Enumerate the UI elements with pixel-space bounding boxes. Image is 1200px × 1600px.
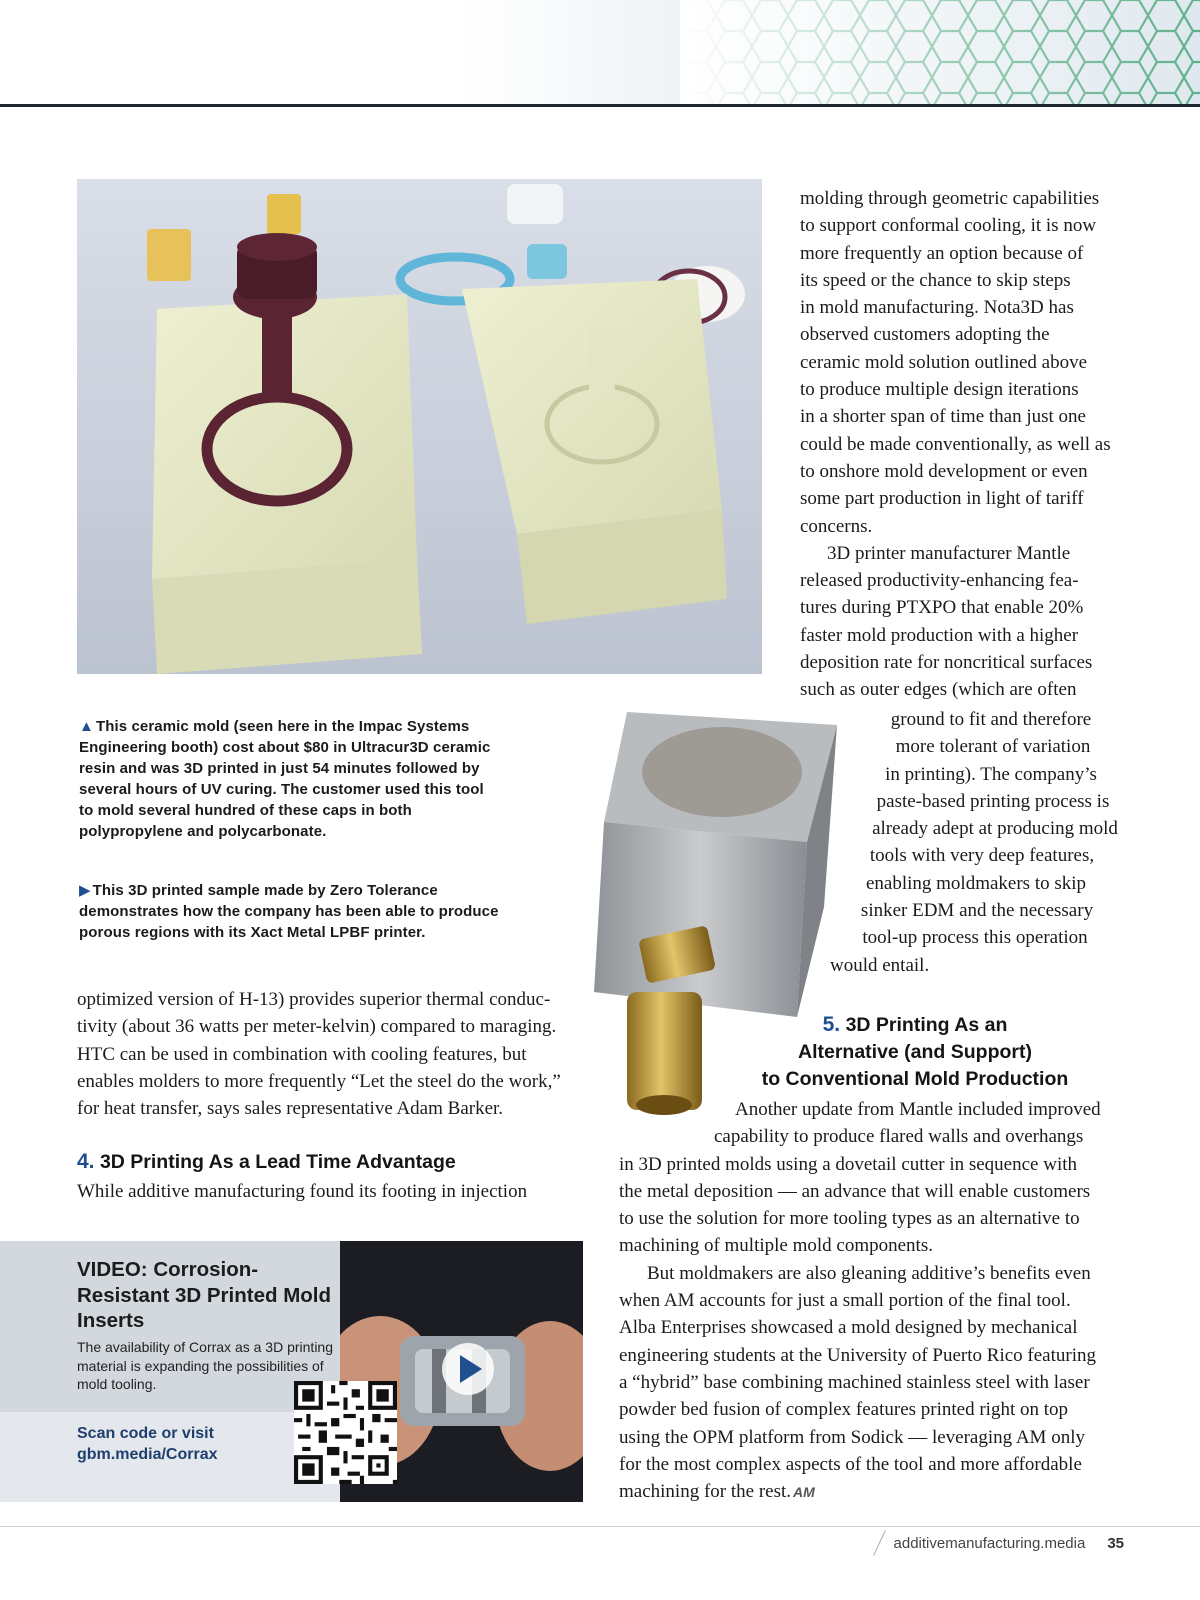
text-line: for the most complex aspects of the tool and more affordable [619,1453,1082,1475]
text-line: molding through geometric capabilities [800,188,1100,209]
text-line: to use the solution for more tooling types as an alternative to [619,1208,1080,1230]
text-line: Alba Enterprises showcased a mold designed by mechanical [619,1317,1078,1339]
section-5-text [619,1096,1101,1506]
sample-caption [79,880,519,943]
footer-site[interactable]: additivemanufacturing.media [893,1534,1086,1552]
video-cta[interactable]: Scan code or visit gbm.media/Corrax [77,1425,218,1463]
text-line: could be made conventionally, as well as [800,433,1111,455]
section-title: 3D Printing As a Lead Time Advantage [99,1151,456,1173]
right-column-text [800,185,1111,704]
text-line: ground to fit and therefore [890,709,1092,730]
text-line: tures during PTXPO that enable 20% [800,597,1084,619]
text-line: to produce multiple design iterations [800,379,1079,401]
text-line: machining of multiple mold components. [619,1235,933,1257]
text-line: a “hybrid” base combining machined stainless steel with laser [619,1371,1090,1393]
section-title: 3D Printing As an [845,1014,1008,1036]
text-line: machining for the rest. [619,1481,792,1503]
footer-rule [0,1526,1200,1527]
qr-code [294,1381,397,1484]
video-title: VIDEO: Corrosion-Resistant 3D Printed Mold Inserts [77,1258,332,1332]
video-promo-box[interactable] [0,1241,583,1502]
text-line: to onshore mold development or even [800,460,1088,482]
hexagon-pattern [680,0,1200,106]
section-number: 5. [822,1013,841,1036]
text-line: more tolerant of variation [895,736,1091,758]
triangle-right-icon: ▶ [79,882,91,899]
video-description: The availability of Corrax as a 3D printing material is expanding the possibilities of mold tooling. [77,1339,334,1392]
section-4-text [77,1178,527,1205]
wrap-text [820,706,1130,979]
section-title: to Conventional Mold Production [761,1068,1069,1090]
text-line: paste-based printing process is [876,790,1110,812]
text-line: in mold manufacturing. Nota3D has [800,297,1074,319]
text-line: observed customers adopting the [800,324,1050,346]
text-line: tool-up process this operation [862,927,1088,949]
header-band [0,0,1200,106]
text-line: sinker EDM and the necessary [860,900,1094,922]
text-line: engineering students at the University of Puerto Rico featuring [619,1344,1096,1366]
page-number: 35 [1107,1534,1124,1552]
text-line: enabling moldmakers to skip [865,872,1087,894]
section-title: Alternative (and Support) [797,1041,1032,1063]
text-line: ceramic mold solution outlined above [800,351,1088,373]
text-line: some part production in light of tariff [800,488,1084,510]
header-rule [0,104,1200,107]
text-line: But moldmakers are also gleaning additive’s benefits even [647,1262,1091,1284]
text-line: deposition rate for noncritical surfaces [800,652,1093,674]
text-line: would entail. [830,954,930,976]
text-line: more frequently an option because of [800,242,1084,264]
text-line: using the OPM platform from Sodick — leveraging AM only [619,1426,1085,1448]
text-line: HTC can be used in combination with cooling features, but [77,1043,527,1065]
text-line: tivity (about 36 watts per meter-kelvin) compared to maraging. [77,1016,557,1038]
mold-caption [79,716,499,842]
text-line: in a shorter span of time than just one [800,406,1086,428]
ceramic-mold-photo [77,179,762,674]
text-line: faster mold production with a higher [800,624,1079,646]
text-line: concerns. [800,515,873,537]
mold-caption-text: This ceramic mold (seen here in the Impac Systems Engineering booth) cost about $80 in Ultracur3D ceramic resin and was 3D printed in just 54 minutes followed by several hours of UV curing. The customer used this tool to mold several hundred of these caps in both polypropylene and polycarbonate. [79,718,491,840]
text-line: for heat transfer, says sales representative Adam Barker. [77,1098,504,1120]
text-line: when AM accounts for just a small portion of the final tool. [619,1290,1071,1312]
am-end-mark: AM [793,1484,815,1501]
section-5-heading [740,1011,1090,1093]
section-4-heading [77,1150,456,1174]
triangle-up-icon: ▲ [79,718,94,735]
text-line: in printing). The company’s [885,763,1097,785]
text-line: tools with very deep features, [869,845,1095,867]
text-line: already adept at producing mold [872,818,1118,840]
footer-divider [873,1530,886,1556]
text-line: optimized version of H-13) provides superior thermal conduc- [77,989,551,1010]
text-line: its speed or the chance to skip steps [800,269,1071,291]
text-line: in 3D printed molds using a dovetail cutter in sequence with [619,1153,1078,1175]
text-line: enables molders to more frequently “Let the steel do the work,” [77,1070,561,1092]
footer [879,1528,1124,1558]
left-column-text [77,986,561,1122]
text-line: to support conformal cooling, it is now [800,215,1097,237]
text-line: powder bed fusion of complex features printed right on top [619,1399,1069,1421]
sample-caption-text: This 3D printed sample made by Zero Tolerance demonstrates how the company has been able to produce porous regions with its Xact Metal LPBF printer. [79,882,499,941]
text-line: 3D printer manufacturer Mantle [827,542,1071,564]
text-line: released productivity-enhancing fea- [800,570,1079,592]
text-line: Another update from Mantle included improved [735,1099,1101,1120]
section-number: 4. [77,1150,95,1173]
text-line: the metal deposition — an advance that will enable customers [619,1180,1091,1202]
text-line: capability to produce flared walls and overhangs [714,1126,1084,1148]
text-line: such as outer edges (which are often [800,679,1077,701]
text-line: While additive manufacturing found its footing in injection [77,1181,528,1202]
